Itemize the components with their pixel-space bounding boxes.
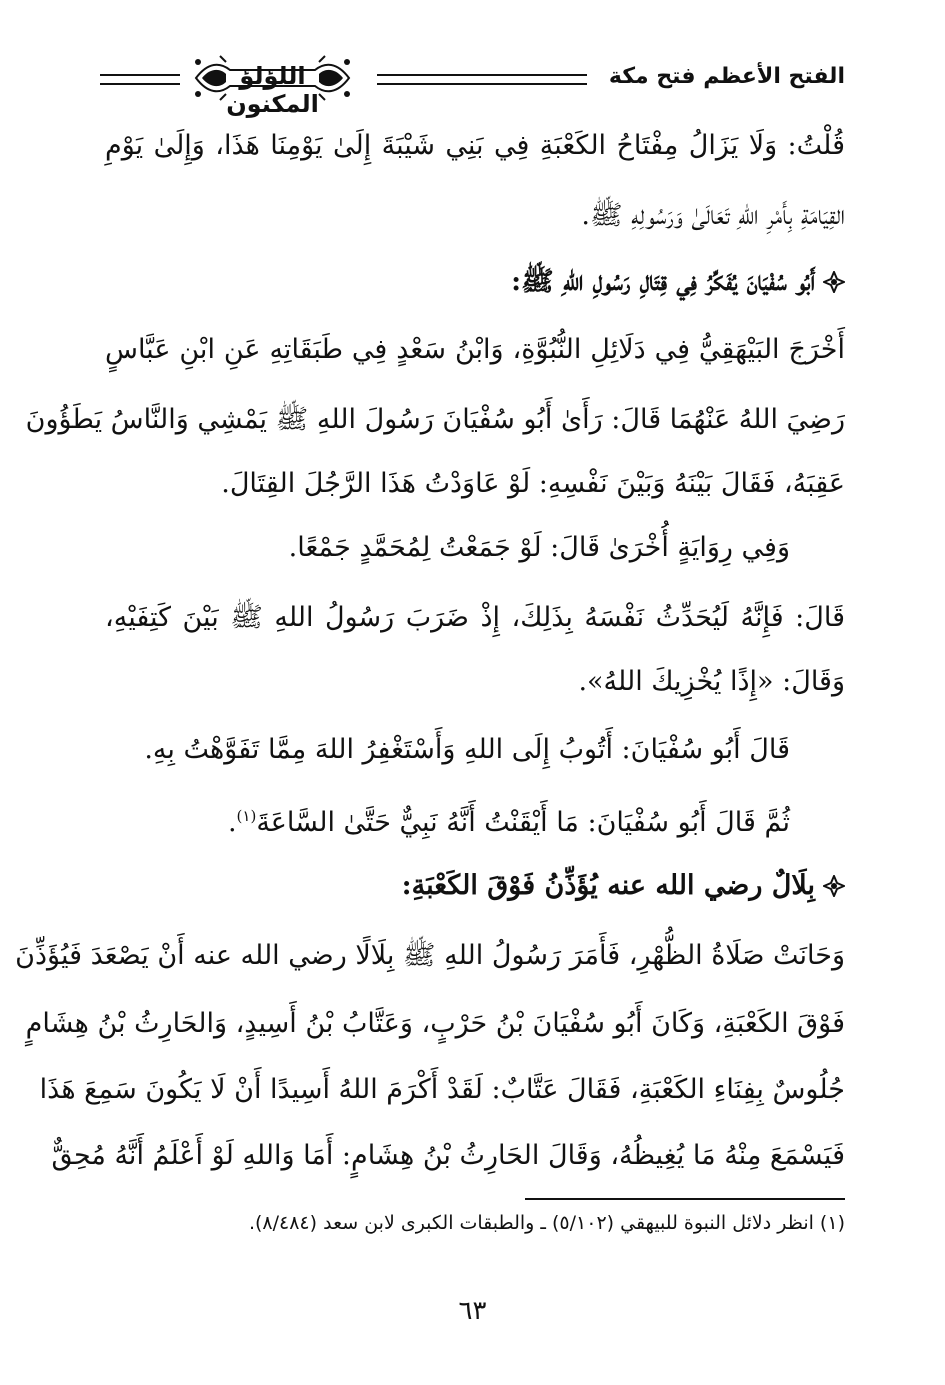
section-heading-bilal [105, 866, 845, 906]
footnote-divider [525, 1198, 845, 1200]
text-line-11 [105, 796, 790, 843]
text-line-15: جُلُوسٌ بِفِنَاءِ الكَعْبَةِ، فَقَالَ عَتَّابٌ: لَقَدْ أَكْرَمَ اللهُ أَسِيدًا أَنْ لَا يَكُونَ سَمِعَ هَذَا [39, 1074, 845, 1105]
page-number: ٦٣ [458, 1296, 487, 1326]
text-line-7: وَفِي رِوَايَةٍ أُخْرَىٰ قَالَ: لَوْ جَمَعْتُ لِمُحَمَّدٍ جَمْعًا. [288, 532, 790, 563]
section-heading-abu-sufyan [105, 262, 845, 302]
text-line-1: قُلْتُ: وَلَا يَزَالُ مِفْتَاحُ الكَعْبَةِ فِي بَنِي شَيْبَةَ إِلَىٰ يَوْمِنَا هَذَا، وَإِلَىٰ يَوْمِ [105, 130, 845, 161]
text-line-16: فَيَسْمَعَ مِنْهُ مَا يُغِيظُهُ، وَقَالَ الحَارِثُ بْنُ هِشَامٍ: أَمَا وَاللهِ لَوْ أَعْلَمُ أَنَّهُ مُحِقٌّ [51, 1140, 845, 1171]
book-title: اللؤلؤ المكنون [226, 62, 319, 118]
heading-bullet-icon [823, 869, 845, 891]
running-header [100, 50, 845, 118]
text-line-4: أَخْرَجَ البَيْهَقِيُّ فِي دَلَائِلِ النُّبُوَّةِ، وَابْنُ سَعْدٍ فِي طَبَقَاتِهِ عَنِ ابْنِ عَبَّاسٍ [105, 334, 845, 365]
footnote-ref: (١) [236, 807, 257, 825]
text-line-14: فَوْقَ الكَعْبَةِ، وَكَانَ أَبُو سُفْيَانَ بْنُ حَرْبٍ، وَعَتَّابُ بْنُ أَسِيدٍ، وَالحَارِثُ بْنُ هِشَامٍ [25, 1008, 845, 1039]
line-end-period: . [227, 807, 237, 838]
header-rule-right [377, 74, 587, 85]
footnote: (١) انظر دلائل النبوة للبيهقي (٥/١٠٢) ـ والطبقات الكبرى لابن سعد (٨/٤٨٤). [248, 1212, 845, 1234]
heading-text: بِلَالٌ رضي الله عنه يُؤَذِّنُ فَوْقَ الكَعْبَةِ: [401, 870, 815, 901]
book-title-ornament [190, 52, 355, 118]
text-line-10: قَالَ أَبُو سُفْيَانَ: أَتُوبُ إِلَى اللهِ وَأَسْتَغْفِرُ اللهَ مِمَّا تَفَوَّهْتُ بِهِ. [144, 734, 790, 765]
text-line-6: عَقِبَهُ، فَقَالَ بَيْنَهُ وَبَيْنَ نَفْسِهِ: لَوْ عَاوَدْتُ هَذَا الرَّجُلَ القِتَالَ. [221, 468, 845, 499]
text-line-9: وَقَالَ: «إِذًا يُخْزِيكَ اللهُ». [578, 666, 845, 697]
text-line-2: القِيَامَةِ بِأَمْرِ اللهِ تَعَالَىٰ وَرَسُولِهِ ﷺ. [581, 200, 845, 231]
chapter-title: الفتح الأعظم فتح مكة [608, 64, 845, 89]
text-line-5: رَضِيَ اللهُ عَنْهُمَا قَالَ: رَأَىٰ أَبُو سُفْيَانَ رَسُولَ اللهِ ﷺ يَمْشِي وَالنَّاسُ يَطَؤُونَ [25, 404, 845, 435]
text-line-13: وَحَانَتْ صَلَاةُ الظُّهْرِ، فَأَمَرَ رَسُولُ اللهِ ﷺ بِلَالًا رضي الله عنه أَنْ يَصْعَدَ فَيُؤَذِّنَ [15, 940, 845, 971]
heading-bullet-icon [823, 265, 845, 287]
text-line-8: قَالَ: فَإِنَّهُ لَيُحَدِّثُ نَفْسَهُ بِذَلِكَ، إِذْ ضَرَبَ رَسُولُ اللهِ ﷺ بَيْنَ كَتِفَيْهِ، [105, 602, 845, 633]
text-line-11-body: ثُمَّ قَالَ أَبُو سُفْيَانَ: مَا أَيْقَنْتُ أَنَّهُ نَبِيٌّ حَتَّىٰ السَّاعَةَ [256, 807, 790, 838]
header-rule-left [100, 74, 180, 85]
heading-text: أَبُو سُفْيَانَ يُفَكِّرُ فِي قِتَالِ رَسُولِ اللهِ ﷺ: [511, 266, 815, 297]
